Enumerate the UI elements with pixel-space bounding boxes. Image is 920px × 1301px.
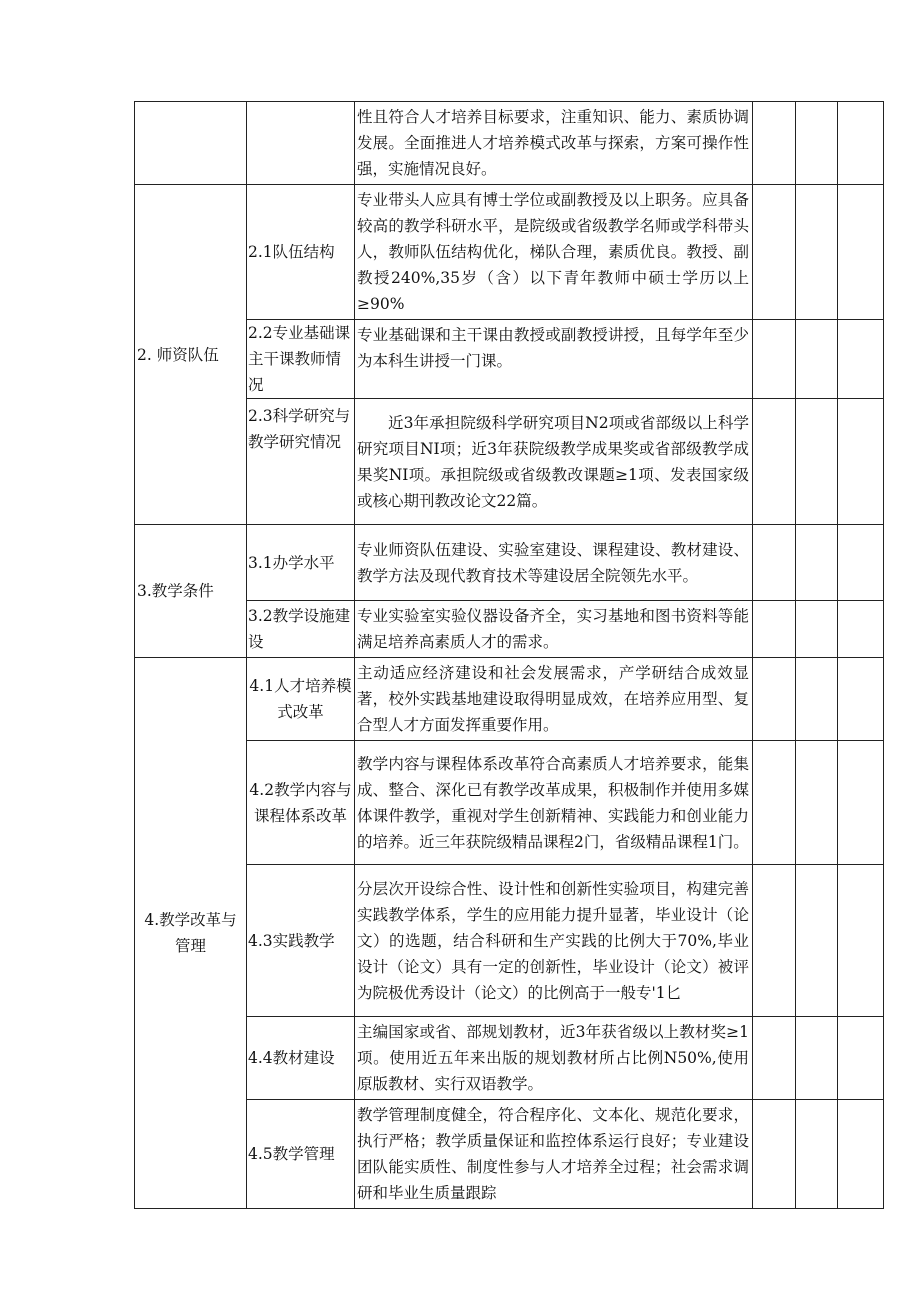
category-cell-empty	[135, 102, 247, 185]
subitem-title: 4.2教学内容与课程体系改革	[247, 741, 355, 865]
score-cell[interactable]	[838, 865, 884, 1017]
criteria-text: 教学管理制度健全，符合程序化、文本化、规范化要求，执行严格；教学质量保证和监控体系运行良好；专业建设团队能实质性、制度性参与人才培养全过程；社会需求调研和毕业生质量跟踪	[355, 1100, 753, 1209]
criteria-text: 分层次开设综合性、设计性和创新性实验项目，构建完善实践教学体系，学生的应用能力提升显著，毕业设计（论文）的选题，结合科研和生产实践的比例大于70%,毕业设计（论文）具有一定的创新性，毕业设计（论文）被评为院极优秀设计（论文）的比例高于一般专'1匕	[355, 865, 753, 1017]
score-cell[interactable]	[753, 865, 796, 1017]
score-cell[interactable]	[753, 658, 796, 741]
subitem-title: 2.2专业基础课主干课教师情况	[247, 320, 355, 399]
score-cell[interactable]	[796, 741, 838, 865]
table-row	[135, 399, 884, 525]
criteria-text: 专业基础课和主干课由教授或副教授讲授，且每学年至少为本科生讲授一门课。	[355, 320, 753, 399]
category-title: 4.教学改革与管理	[135, 658, 247, 1209]
subitem-title: 4.4教材建设	[247, 1017, 355, 1100]
subitem-title: 4.1人才培养模式改革	[247, 658, 355, 741]
table-row	[135, 185, 884, 320]
score-cell[interactable]	[796, 1100, 838, 1209]
score-cell[interactable]	[838, 601, 884, 658]
table-row	[135, 658, 884, 741]
score-cell[interactable]	[753, 1100, 796, 1209]
subitem-title: 4.5教学管理	[247, 1100, 355, 1209]
table-row	[135, 1017, 884, 1100]
criteria-text: 专业带头人应具有博士学位或副教授及以上职务。应具备较高的教学科研水平，是院级或省级教学名师或学科带头人，教师队伍结构优化，梯队合理，素质优良。教授、副教授240%,35岁（含）以下青年教师中硕士学历以上≥90%	[355, 185, 753, 320]
subitem-title: 4.3实践教学	[247, 865, 355, 1017]
criteria-text: 主编国家或省、部规划教材，近3年获省级以上教材奖≥1项。使用近五年来出版的规划教材所占比例N50%,使用原版教材、实行双语教学。	[355, 1017, 753, 1100]
score-cell[interactable]	[753, 1017, 796, 1100]
score-cell[interactable]	[796, 658, 838, 741]
score-cell[interactable]	[838, 399, 884, 525]
subitem-title: 2.1队伍结构	[247, 185, 355, 320]
score-cell[interactable]	[838, 1100, 884, 1209]
score-cell[interactable]	[838, 1017, 884, 1100]
score-cell[interactable]	[838, 185, 884, 320]
criteria-text: 专业实验室实验仪器设备齐全，实习基地和图书资料等能满足培养高素质人才的需求。	[355, 601, 753, 658]
score-cell[interactable]	[796, 399, 838, 525]
criteria-text: 教学内容与课程体系改革符合高素质人才培养要求，能集成、整合、深化已有教学改革成果，积极制作并使用多媒体课件教学，重视对学生创新精神、实践能力和创业能力的培养。近三年获院级精品课程2门，省级精品课程1门。	[355, 741, 753, 865]
score-cell[interactable]	[838, 320, 884, 399]
criteria-text: 性且符合人才培养目标要求，注重知识、能力、素质协调发展。全面推进人才培养模式改革与探索，方案可操作性强，实施情况良好。	[355, 102, 753, 185]
subitem-cell-empty	[247, 102, 355, 185]
score-cell[interactable]	[753, 320, 796, 399]
score-cell[interactable]	[838, 658, 884, 741]
criteria-text: 主动适应经济建设和社会发展需求，产学研结合成效显著，校外实践基地建设取得明显成效，在培养应用型、复合型人才方面发挥重要作用。	[355, 658, 753, 741]
table-row	[135, 865, 884, 1017]
criteria-text: 近3年承担院级科学研究项目N2项或省部级以上科学研究项目NI项；近3年获院级教学成果奖或省部级教学成果奖NI项。承担院级或省级教改课题≥1项、发表国家级或核心期刊教改论文22篇。	[355, 399, 753, 525]
subitem-title: 3.2教学设施建设	[247, 601, 355, 658]
table-row	[135, 102, 884, 185]
evaluation-table	[134, 101, 884, 1209]
score-cell[interactable]	[753, 741, 796, 865]
table-row	[135, 525, 884, 601]
score-cell[interactable]	[796, 185, 838, 320]
score-cell[interactable]	[796, 102, 838, 185]
score-cell[interactable]	[753, 601, 796, 658]
score-cell[interactable]	[796, 525, 838, 601]
score-cell[interactable]	[796, 1017, 838, 1100]
score-cell[interactable]	[796, 601, 838, 658]
table-row	[135, 1100, 884, 1209]
table-row	[135, 601, 884, 658]
score-cell[interactable]	[753, 185, 796, 320]
category-title: 2. 师资队伍	[135, 185, 247, 525]
score-cell[interactable]	[753, 525, 796, 601]
subitem-title: 2.3科学研究与教学研究情况	[247, 399, 355, 525]
category-title: 3.教学条件	[135, 525, 247, 658]
score-cell[interactable]	[838, 741, 884, 865]
subitem-title: 3.1办学水平	[247, 525, 355, 601]
score-cell[interactable]	[753, 399, 796, 525]
score-cell[interactable]	[838, 102, 884, 185]
table-row	[135, 320, 884, 399]
score-cell[interactable]	[796, 865, 838, 1017]
table-row	[135, 741, 884, 865]
score-cell[interactable]	[838, 525, 884, 601]
score-cell[interactable]	[796, 320, 838, 399]
score-cell[interactable]	[753, 102, 796, 185]
criteria-text: 专业师资队伍建设、实验室建设、课程建设、教材建设、教学方法及现代教育技术等建设居全院领先水平。	[355, 525, 753, 601]
